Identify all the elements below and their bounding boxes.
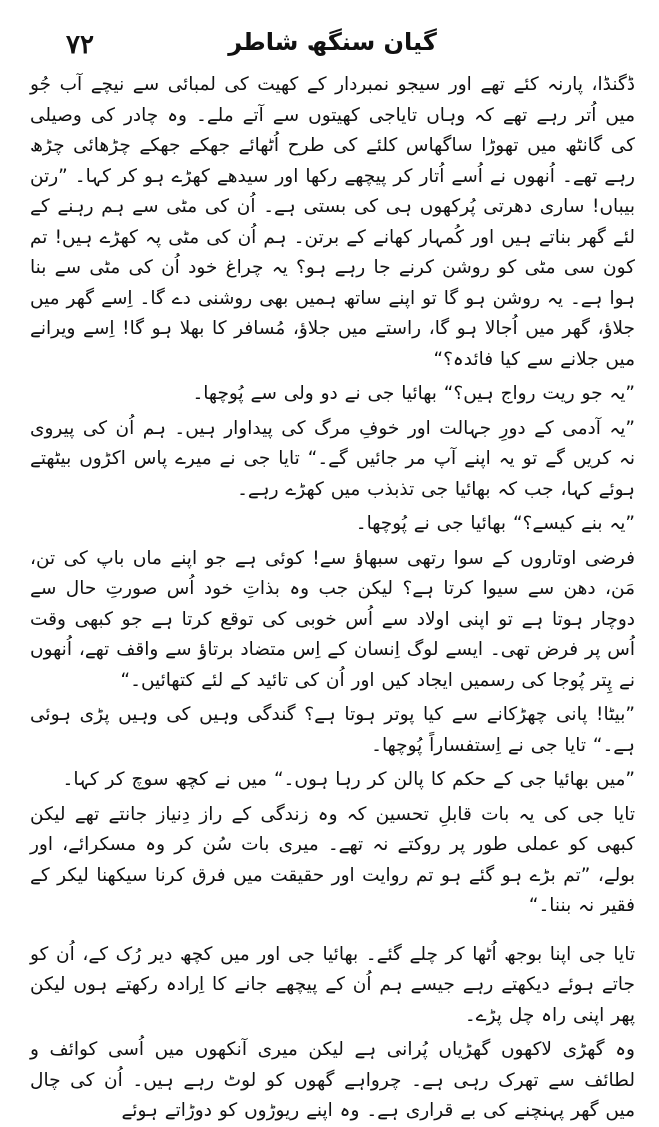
paragraph: تایا جی کی یہ بات قابلِ تحسین کہ وہ زندگی کے راز دِنیاز جانتے تھے لیکن کبھی کو عملی طور پر روکتے نہ تھے۔ میری بات سُن کر وہ مسکرائے، اور بولے، ”تم بڑے ہو گئے ہو تم روایت اور حقیقت میں فرق کرنا سیکھنا لیکر کے فقیر نہ بننا۔“ [30, 803, 635, 916]
paragraph: فرضی اوتاروں کے سوا رتھی سبھاؤ سے! کوئی ہے جو اپنے ماں باپ کی تن، مَن، دھن سے سیوا کرتا ہے؟ لیکن جب وہ بذاتِ خود اُس صورتِ حال سے دوچار ہوتا ہے تو اپنی اولاد سے اُس خوبی کی توقع کرتا ہے جو کبھی وقت اُس پر فرض تھی۔ ایسے لوگ اِنسان کے اِس متضاد برتاؤ سے واقف تھے، اُنھوں نے پِتر پُوجا کی رسمیں ایجاد کیں اور اُن کی تائید کے لئے کتھائیں۔“ [30, 547, 635, 691]
running-title: گیان سنگھ شاطر [228, 28, 437, 56]
paragraph: وہ گھڑی لاکھوں گھڑیاں پُرانی ہے لیکن میری آنکھوں میں اُسی کوائف و لطائف سے تھرک رہی ہے۔ چرواہے گھوں کو لوٹ رہے ہیں۔ اُن کی چال میں گھر پہنچنے کی بے قراری ہے۔ وہ اپنے ریوڑوں کو دوڑاتے ہوئے [30, 1039, 635, 1121]
paragraph: ڈگنڈا، پارنہ کئے تھے اور سیجو نمبردار کے کھیت کی لمبائی سے نیچے آب جُو میں اُتر رہے تھے کہ وہاں تایاجی کھیتوں سے آتے ملے۔ وہ چادر کی وصیلی کی گانٹھ میں تھوڑا ساگھاس کلئے کی طرح اُٹھائے جھکے جھکے چڑھائی چڑھ رہے تھے۔ اُنھوں نے اُسے اُتار کر پیچھے رکھا اور سیدھے کھڑے ہو کر کہا۔ ”رتن بیباں! ساری دھرتی پُرکھوں ہی کی بستی ہے۔ اُن کی مٹی سے ہم رہنے کے لئے گھر بناتے ہیں اور کُمہار کھانے کے برتن۔ ہم اُن کی مٹی پہ کھڑے ہیں! تم کون سی مٹی کو روشن کرنے جا رہے ہو؟ یہ چراغ خود اُن کی مٹی سے بنا ہوا ہے۔ یہ روشن ہو گا تو اپنے ساتھ ہمیں بھی روشنی دے گا۔ اِسے گھر میں جلاؤ، گھر میں اُجالا ہو گا، راستے میں جلاؤ، مُسافر کا بھلا ہو گا! اِسے ویرانے میں جلانے سے کیا فائدہ؟“ [30, 74, 635, 370]
page-number: ۷۲ [66, 30, 94, 60]
paragraph: ”بیٹا! پانی چھڑکانے سے کیا پوتر ہوتا ہے؟ گندگی وہیں کی وہیں پڑی ہوئی ہے۔“ تایا جی نے اِستفساراً پُوچھا۔ [30, 704, 635, 756]
page-header [30, 26, 635, 70]
paragraph: ”یہ بنے کیسے؟“ بھائیا جی نے پُوچھا۔ [355, 513, 635, 534]
body-text [30, 70, 635, 1127]
paragraph: تایا جی اپنا بوجھ اُٹھا کر چلے گئے۔ بھائیا جی اور میں کچھ دیر رُک کے، اُن کو جاتے ہوئے دیکھتے رہے جیسے ہم اُن کے پیچھے جانے کا اِرادہ رکھتے ہوں لیکن پھر اپنی راہ چل پڑے۔ [30, 943, 635, 1026]
paragraph: ”میں بھائیا جی کے حکم کا پالن کر رہا ہوں۔“ میں نے کچھ سوچ کر کہا۔ [62, 769, 635, 790]
paragraph: ”یہ آدمی کے دورِ جہالت اور خوفِ مرگ کی پیداوار ہیں۔ ہم اُن کی پیروی نہ کریں گے تو یہ اپنے آپ مر جائیں گے۔“ تایا جی نے میرے پاس اکڑوں بیٹھتے ہوئے کہا، جب کہ بھائیا جی تذبذب میں کھڑے رہے۔ [30, 417, 635, 500]
paragraph: ”یہ جو ریت رواج ہیں؟“ بھائیا جی نے دو ولی سے پُوچھا۔ [192, 383, 635, 404]
